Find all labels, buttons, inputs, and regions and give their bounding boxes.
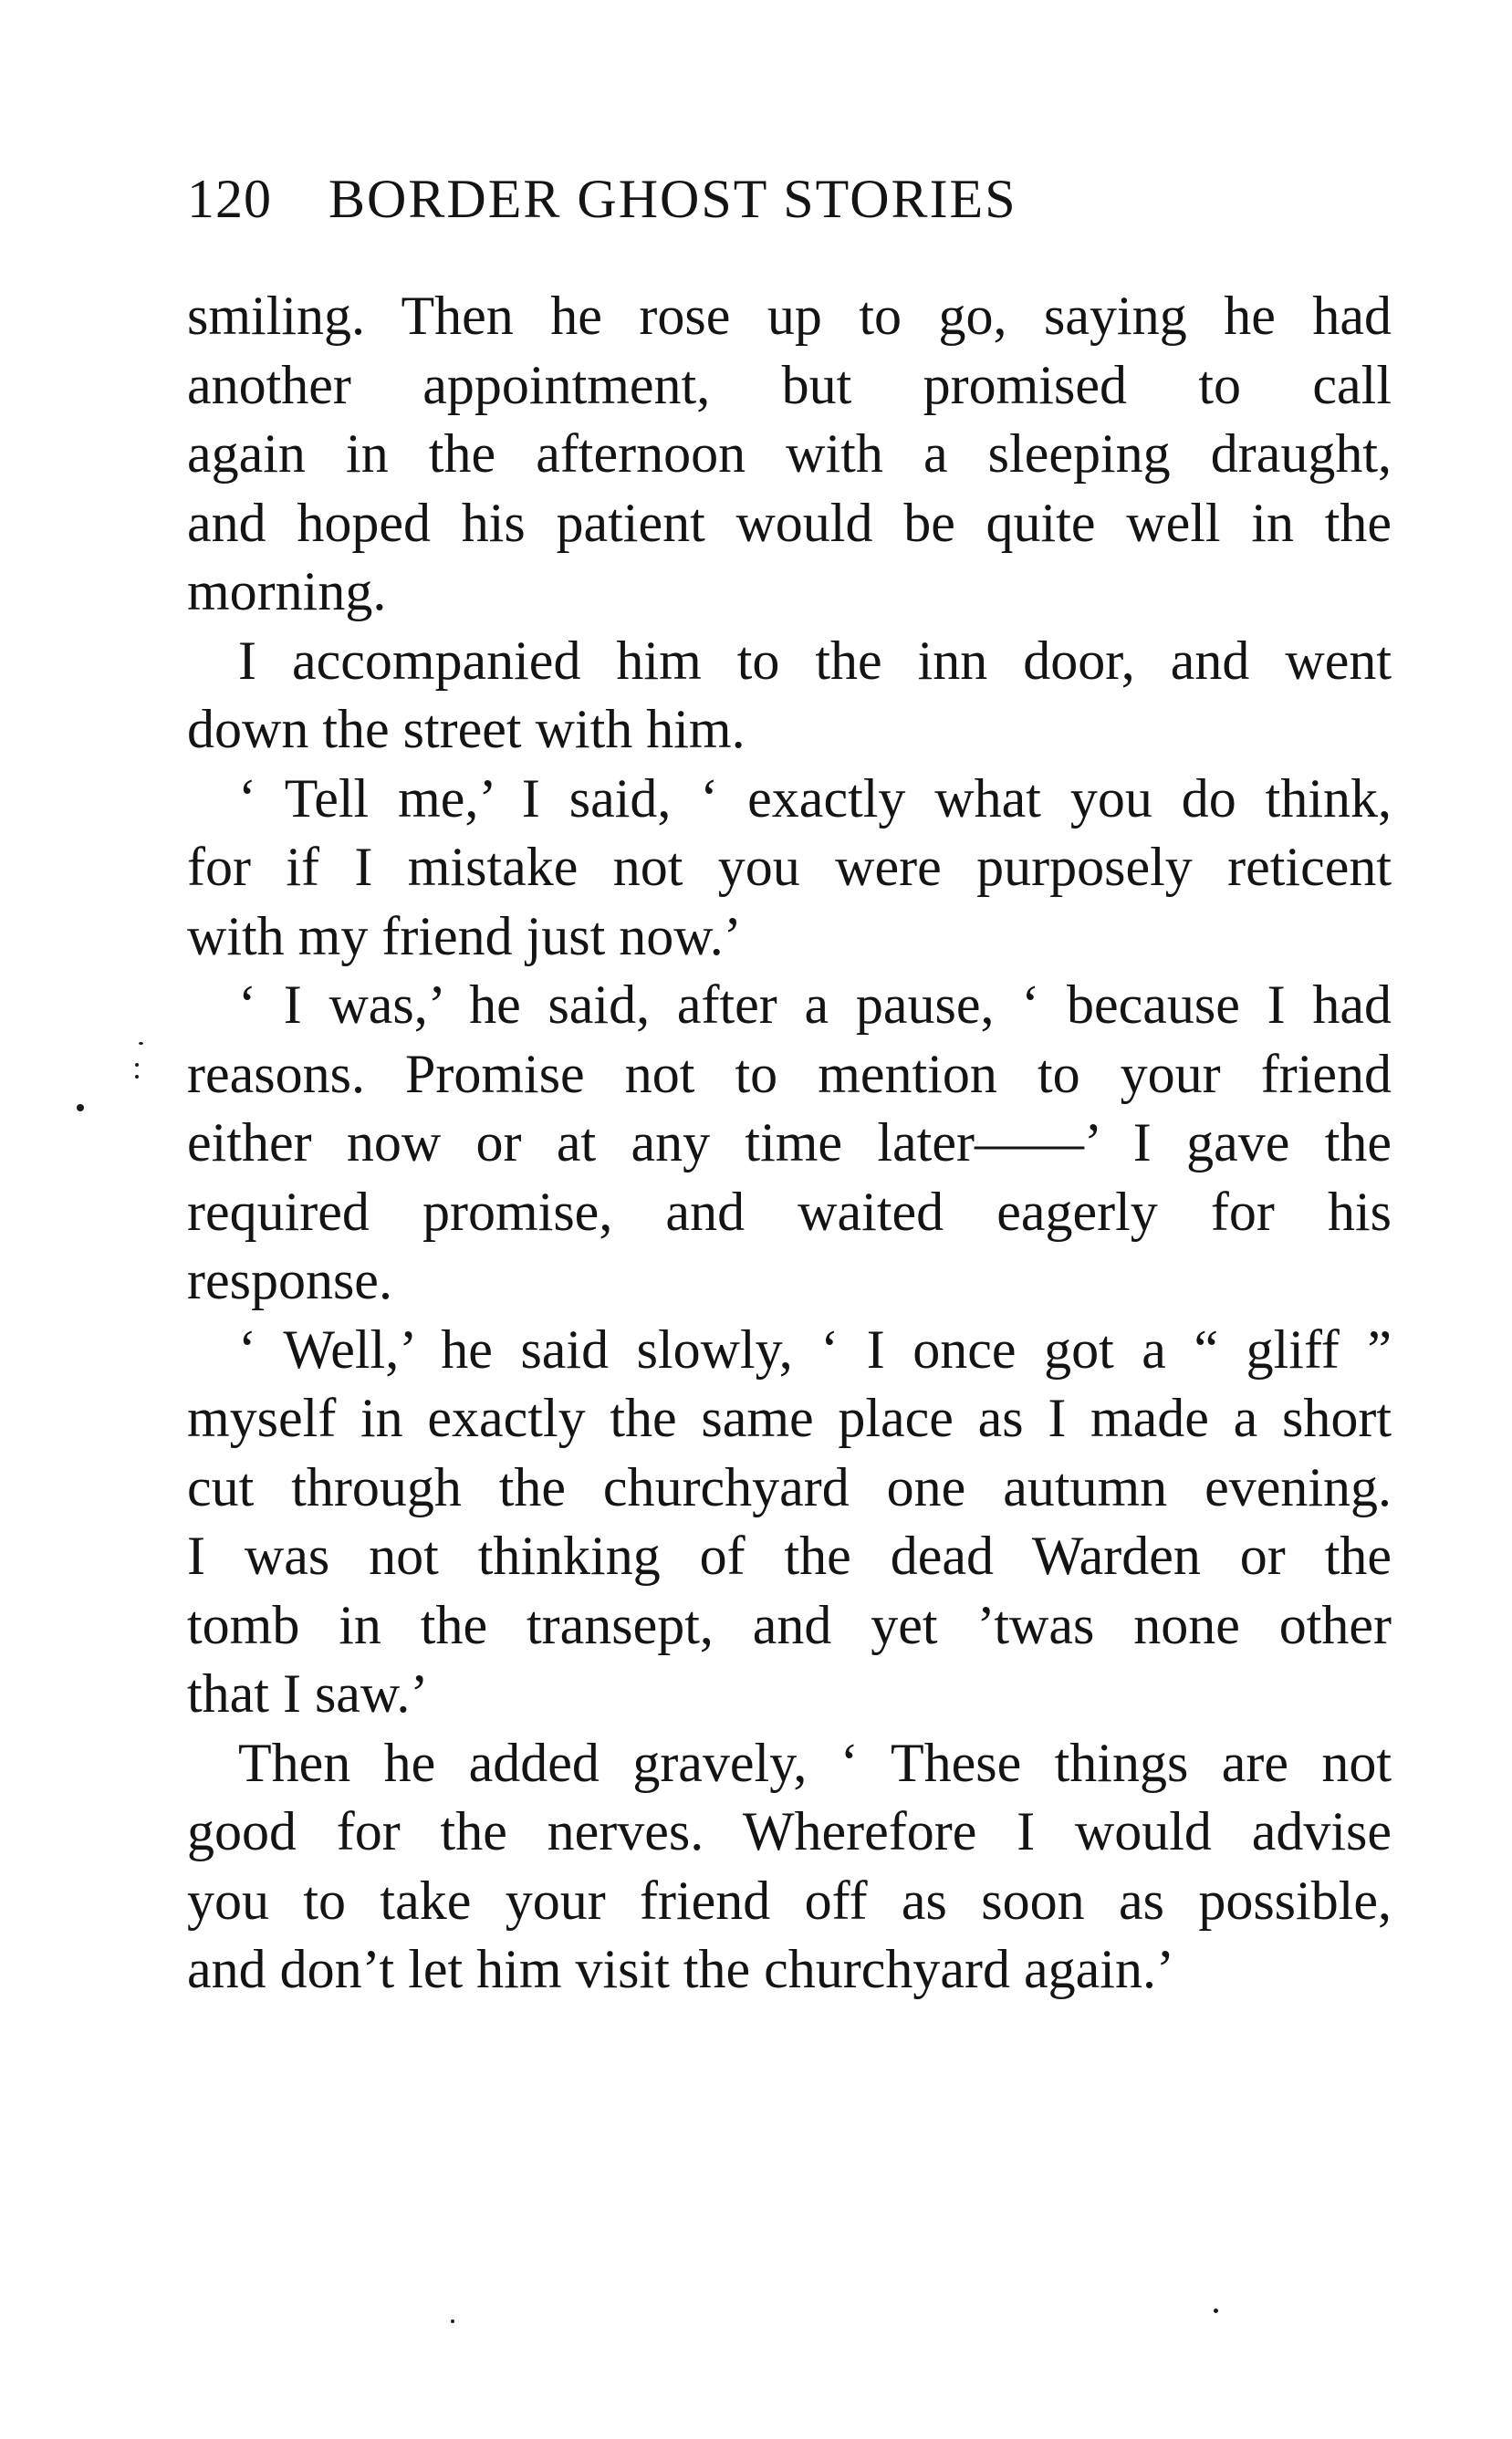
- scan-speck: [1214, 2309, 1218, 2313]
- text-line: I accompanied him to the inn door, and went: [238, 630, 1392, 691]
- text-line: cut through the churchyard one autumn evening.: [187, 1456, 1392, 1517]
- text-line: either now or at any time later——’ I gave the: [187, 1112, 1392, 1173]
- running-title: BORDER GHOST STORIES: [328, 169, 1017, 229]
- scan-speck: [451, 2319, 454, 2323]
- scan-speck: [139, 1042, 143, 1045]
- text-line: smiling. Then he rose up to go, saying he had: [187, 286, 1392, 346]
- text-line: ‘ I was,’ he said, after a pause, ‘ because I had: [238, 975, 1392, 1035]
- text-line: reasons. Promise not to mention to your friend: [187, 1043, 1392, 1104]
- text-line: myself in exactly the same place as I made a short: [187, 1388, 1392, 1448]
- scan-speck: [135, 1075, 139, 1079]
- body-text: [187, 282, 1392, 2005]
- text-line: ‘ Tell me,’ I said, ‘ exactly what you do think,: [238, 767, 1392, 829]
- text-line: another appointment, but promised to call: [187, 354, 1392, 415]
- text-line: with my friend just now.’: [187, 905, 742, 966]
- text-line: for if I mistake not you were purposely reticent: [187, 837, 1392, 897]
- running-head: [187, 169, 1392, 229]
- text-line: down the street with him.: [187, 699, 746, 759]
- text-line: that I saw.’: [187, 1663, 429, 1724]
- text-line: morning.: [187, 561, 387, 621]
- scan-speck: [77, 1104, 84, 1111]
- text-line: Then he added gravely, ‘ These things are not: [238, 1732, 1392, 1793]
- text-line: and hoped his patient would be quite well in the: [187, 492, 1392, 553]
- text-line: tomb in the transept, and yet ’twas none other: [187, 1594, 1392, 1655]
- text-line: and don’t let him visit the churchyard again.’: [187, 1939, 1174, 1999]
- text-line: again in the afternoon with a sleeping draught,: [187, 423, 1392, 484]
- text-line: I was not thinking of the dead Warden or the: [187, 1526, 1392, 1586]
- scan-speck: [135, 1063, 139, 1067]
- text-line: you to take your friend off as soon as possible,: [187, 1870, 1392, 1931]
- text-line: good for the nerves. Wherefore I would advise: [187, 1801, 1392, 1861]
- text-line: required promise, and waited eagerly for his: [187, 1181, 1392, 1242]
- text-line: ‘ Well,’ he said slowly, ‘ I once got a “ gliff ”: [238, 1319, 1392, 1380]
- text-line: response.: [187, 1250, 392, 1310]
- page-number: 120: [187, 169, 272, 229]
